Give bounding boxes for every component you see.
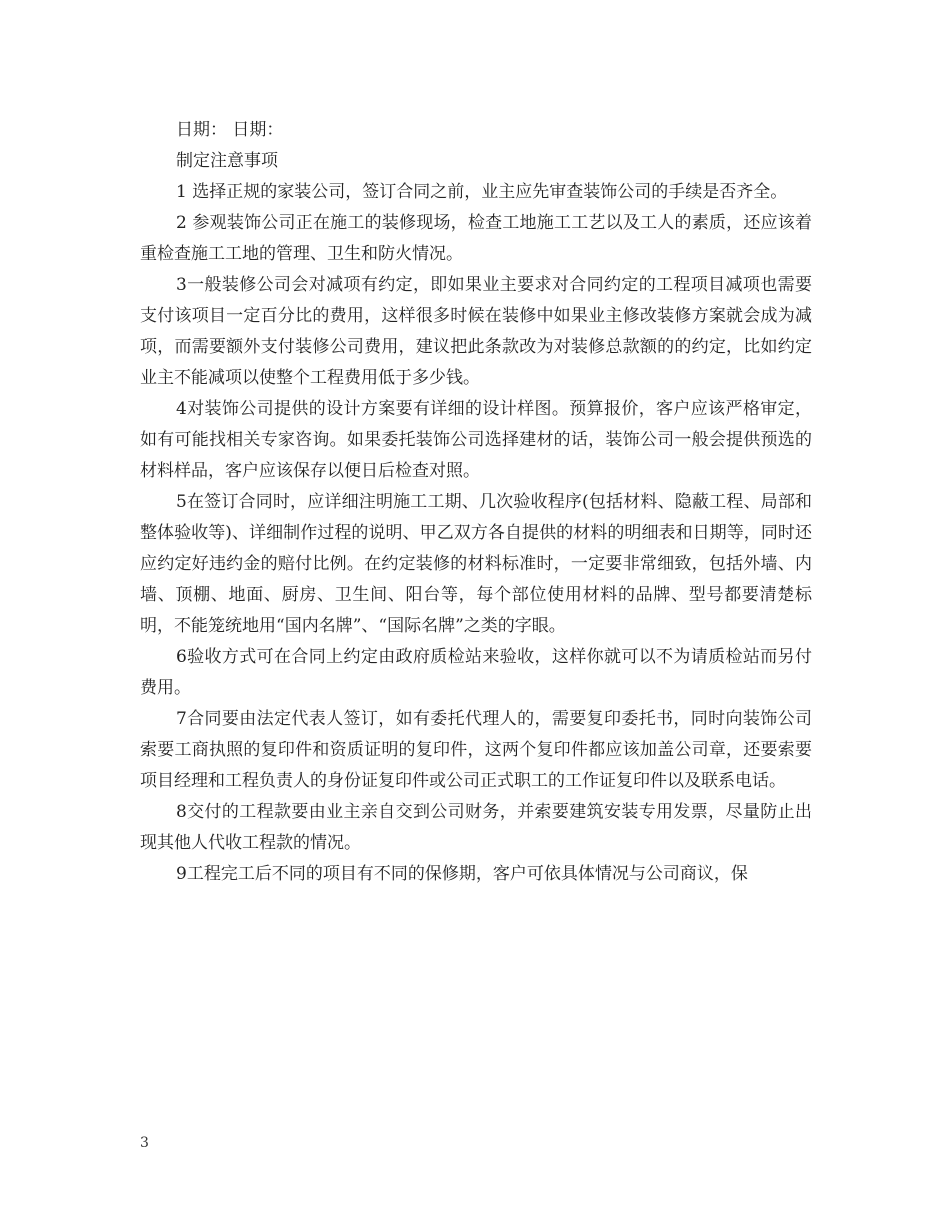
paragraph-9: 9工程完工后不同的项目有不同的保修期，客户可依具体情况与公司商议，保 [176, 864, 748, 884]
paragraph-3: 3一般装修公司会对减项有约定，即如果业主要求对合同约定的工程项目减项也需要支付该项目一定百分比的费用，这样很多时候在装修中如果业主修改装修方案就会成为减项，而需要额外支付装修公司费用，建议把此条款改为对装修总款额的的约定，比如约定业主不能减项以使整个工程费用低于多少钱。 [140, 275, 812, 388]
paragraph-8: 8交付的工程款要由业主亲自交到公司财务，并索要建筑安装专用发票，尽量防止出现其他人代收工程款的情况。 [140, 802, 812, 853]
section-title: 制定注意事项 [176, 151, 278, 171]
paragraph-5: 5在签订合同时，应详细注明施工工期、几次验收程序(包括材料、隐蔽工程、局部和整体验收等)、详细制作过程的说明、甲乙双方各自提供的材料的明细表和日期等，同时还应约定好违约金的赔付比例。在约定装修的材料标准时，一定要非常细致，包括外墙、内墙、顶棚、地面、厨房、卫生间、阳台等，每个部位使用材料的品牌、型号都要清楚标明，不能笼统地用“国内名牌”、“国际名牌”之类的字眼。 [140, 492, 812, 636]
paragraph-6: 6验收方式可在合同上约定由政府质检站来验收，这样你就可以不为请质检站而另付费用。 [140, 647, 812, 698]
paragraph-2: 2 参观装饰公司正在施工的装修现场，检查工地施工工艺以及工人的素质，还应该着重检查施工工地的管理、卫生和防火情况。 [140, 213, 812, 264]
paragraph-4: 4对装饰公司提供的设计方案要有详细的设计样图。预算报价，客户应该严格审定，如有可能找相关专家咨询。如果委托装饰公司选择建材的话，装饰公司一般会提供预选的材料样品，客户应该保存以便日后检查对照。 [140, 399, 812, 481]
document-body [140, 115, 812, 890]
paragraph-7: 7合同要由法定代表人签订，如有委托代理人的，需要复印委托书，同时向装饰公司索要工商执照的复印件和资质证明的复印件，这两个复印件都应该加盖公司章，还要索要项目经理和工程负责人的身份证复印件或公司正式职工的工作证复印件以及联系电话。 [140, 709, 812, 791]
date-line: 日期： 日期： [176, 120, 284, 140]
paragraph-1: 1 选择正规的家装公司，签订合同之前，业主应先审查装饰公司的手续是否齐全。 [176, 182, 788, 202]
page-number: 3 [140, 1135, 149, 1151]
